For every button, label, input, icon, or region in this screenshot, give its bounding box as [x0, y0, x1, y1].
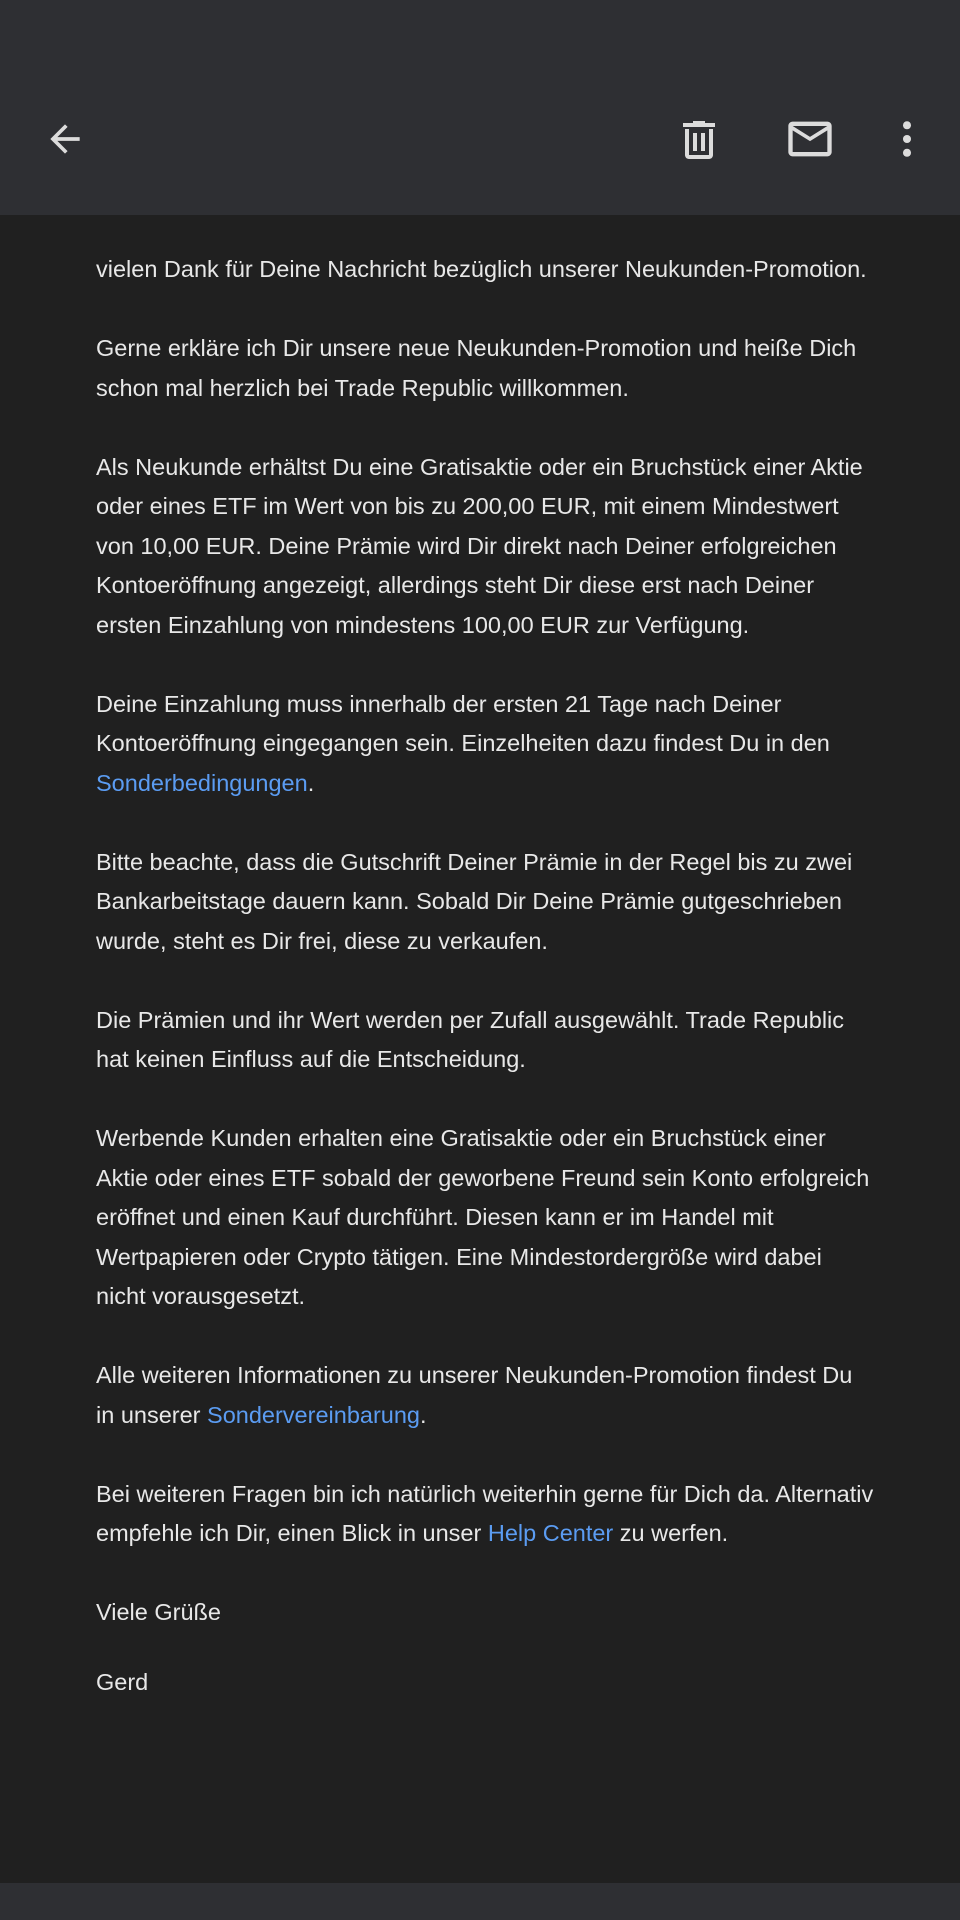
mail-icon	[784, 113, 836, 165]
paragraph-referral: Werbende Kunden erhalten eine Gratisaktie oder ein Bruchstück einer Aktie oder eines ETF sobald der geworbene Freund sein Konto erfolgreich eröffnet und einen Kauf durchführt. Diesen kann er im Handel mit Wertpapieren oder Crypto tätigen. Eine Mindestordergröße wird dabei nicht vorausgesetzt.	[96, 1125, 870, 1309]
paragraph-intro: vielen Dank für Deine Nachricht bezüglich unserer Neukunden-Promotion.	[96, 256, 867, 282]
paragraph-deposit	[96, 685, 876, 804]
paragraph-help-end: zu werfen.	[613, 1520, 729, 1546]
paragraph-bonus: Als Neukunde erhältst Du eine Gratisaktie oder ein Bruchstück einer Aktie oder eines ETF im Wert von bis zu 200,00 EUR, mit einem Mindestwert von 10,00 EUR. Deine Prämie wird Dir direkt nach Deiner erfolgreichen Kontoeröffnung angezeigt, allerdings steht Dir diese erst nach Deiner ersten Einzahlung von mindestens 100,00 EUR zur Verfügung.	[96, 453, 863, 638]
more-vertical-icon	[885, 117, 929, 161]
paragraph-info-text: Alle weiteren Informationen zu unserer Neukunden-Promotion findest Du in unserer	[96, 1362, 853, 1428]
back-button[interactable]	[30, 104, 100, 174]
mark-unread-button[interactable]	[775, 104, 845, 174]
paragraph-help	[96, 1475, 876, 1554]
signature: Gerd	[96, 1668, 149, 1695]
paragraph-deposit-end: .	[307, 769, 315, 796]
paragraph-info-end: .	[420, 1401, 427, 1428]
paragraph-credit: Bitte beachte, dass die Gutschrift Deiner Prämie in der Regel bis zu zwei Bankarbeitstage dauern kann. Sobald Dir Deine Prämie gutgeschrieben wurde, steht es Dir frei, diese zu verkaufen.	[96, 848, 853, 954]
trash-icon	[675, 115, 723, 163]
more-options-button[interactable]	[882, 104, 932, 174]
delete-button[interactable]	[664, 104, 734, 174]
sondervereinbarung-link[interactable]: Sondervereinbarung	[207, 1401, 420, 1428]
paragraph-deposit-text: Deine Einzahlung muss innerhalb der ersten 21 Tage nach Deiner Kontoeröffnung eingegangen sein. Einzelheiten dazu findest Du in den	[96, 690, 830, 756]
top-app-bar	[0, 0, 960, 215]
paragraph-welcome: Gerne erkläre ich Dir unsere neue Neukunden-Promotion und heiße Dich schon mal herzlich bei Trade Republic willkommen.	[96, 335, 857, 401]
paragraph-random: Die Prämien und ihr Wert werden per Zufall ausgewählt. Trade Republic hat keinen Einfluss auf die Entscheidung.	[96, 1006, 845, 1072]
arrow-left-icon	[43, 117, 87, 161]
greeting: Viele Grüße	[96, 1599, 221, 1625]
sonderbedingungen-link[interactable]: Sonderbedingungen	[96, 769, 308, 796]
email-body	[96, 250, 876, 1732]
paragraph-help-text: Bei weiteren Fragen bin ich natürlich weiterhin gerne für Dich da. Alternativ empfehle ich Dir, einen Blick in unser	[96, 1480, 874, 1546]
bottom-bar	[0, 1883, 960, 1920]
help-center-link[interactable]: Help Center	[487, 1520, 614, 1546]
paragraph-info	[96, 1356, 876, 1435]
